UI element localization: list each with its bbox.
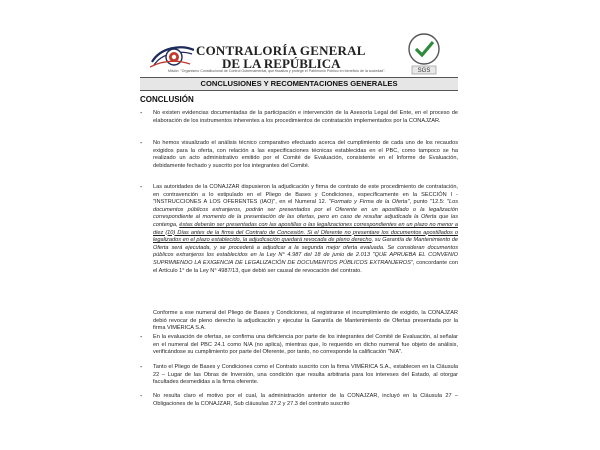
text-run: Las autoridades de la CONAJZAR dispusieron la adjudicación y firma de contrato de este procedimiento de contratación, en contravención a lo estipulado en el Pliego de Bases y Condiciones, específicamente en la SECCIÓN I - "INSTRUCCIONES A LOS OFERENTES (IAO)", en el Numeral 12. [153,184,458,206]
conclusion-text: Conforme a ese numeral del Pliego de Bases y Condiciones, al registrarse el incumplimiento de exigido, la CONAJZAR debió revocar de pleno derecho la adjudicación y ejecutar la Garantía de Mantenimiento de Ofertas presentada por la firma VIMÉRICA S.A. [153,310,458,332]
contraloria-seal-logo [150,40,194,70]
conclusion-item [140,364,458,387]
organization-name [196,44,366,70]
org-name-line2: DE LA REPÚBLICA [222,56,341,71]
conclusion-item [140,310,458,333]
conclusion-text: En la evaluación de ofertas, se confirma una deficiencia por parte de los integrantes del Comité de Evaluación, al señalar en el numeral del PBC 24.1 como N/A (no aplica), mientras que, lo requerido en dicho numeral fue objeto de análisis, verificándose su cumplimiento por parte del Oferente, por tanto, no corresponde la calificación "N/A". [153,334,458,356]
badge-label: SGS [417,68,431,75]
bullet-dash: - [140,393,143,400]
bullet-dash: - [140,184,143,191]
quoted-clause: "Los documentos públicos extranjeros, podrán ser presentados por el Oferente en un apostillado o la legalización correspondiente al momento de la presentación de las ofertas, pero en caso de resultar adjudicada la Oferta que las contenga, [153,199,458,228]
bullet-dash: - [140,334,143,341]
conclusion-item [140,393,458,408]
conclusion-text: No existen evidencias documentadas de la participación e intervención de la Asesoría Legal del Ente, en el proceso de elaboración de los instrumentos inherentes a los procedimientos de contratación implementados por la CONAJZAR. [153,110,458,124]
org-name-line1: CONTRALORÍA GENERAL [196,43,366,58]
underlined-clause: éstas deberán ser presentadas con las apostillas o las legalizaciones correspondientes en un plazo no menor a diez (10) Días antes de la firma del Contrato de Concesión. Si el Oferente no presentare los documentos apostillados o legalizados en el plazo establecido, la adjudicación quedará revocada de pleno derecho [153,221,458,244]
mission-statement: Misión: "Organismo Constitucional de Control Gubernamental, que fiscaliza y protege el Patrimonio Público en beneficio de la sociedad". [168,69,386,73]
conclusion-heading: CONCLUSIÓN [140,95,194,104]
quoted-heading: "Formato y Firma de la Oferta" [328,199,410,206]
conclusion-item [140,110,458,125]
text-run: , concordante con el Artículo 1° de la Ley N° 4987/13, que debió ser causal de revocación del contrato. [153,259,459,274]
section-title: CONCLUSIONES Y RECOMENTACIONES GENERALES [140,77,458,91]
bullet-dash: - [140,140,143,147]
bullet-dash: - [140,110,143,117]
conclusion-text: No resulta claro el motivo por el cual, la administración anterior de la CONAJZAR, incluyó en la Cláusula 27 – Obligaciones de la CONAJZAR, Sub cláusulas 27.2 y 27.3 del contrato suscrito [153,393,458,407]
text-run: , punto "12.5: [409,199,447,206]
conclusion-text: Tanto el Pliego de Bases y Condiciones como el Contrato suscrito con la firma VIMÉRICA S.A., establecen en la Cláusula 22 – Lugar de las Obras de Inversión, una condición que resulta arbitraria para los intereses del Estado, al otorgar facultades desmedidas a la firma oferente. [153,364,458,386]
bullet-dash: - [140,364,143,371]
conclusion-item [140,184,458,275]
conclusion-item [140,334,458,357]
conclusion-text: No hemos visualizado el análisis técnico comparativo efectuado acerca del cumplimiento de cada uno de los recaudos exigidos para la oferta, con relación a las especificaciones técnicas establecidas en el PBC, como tampoco se ha realizado un acto administrativo emitido por el Comité de Evaluación, consistente en el Informe de Evaluación, debidamente fechado y suscrito por los integrantes del Comité. [153,140,458,169]
conclusion-text [153,184,458,275]
conclusion-item [140,140,458,170]
quoted-clause: , su Garantía de Mantenimiento de Oferta será ejecutada, y se procederá a adjudicar a la segunda mejor oferta evaluada. Se consideran documentos públicos extranjeros los establecidos en la Ley N° 4.987 del 18 de junio de 2.013 "QUE APRUEBA EL CONVENIO SUPRIMIENDO LA EXIGENCIA DE LEGALIZACIÓN DE DOCUMENTOS PÚBLICOS EXTRANJEROS" [153,237,458,266]
